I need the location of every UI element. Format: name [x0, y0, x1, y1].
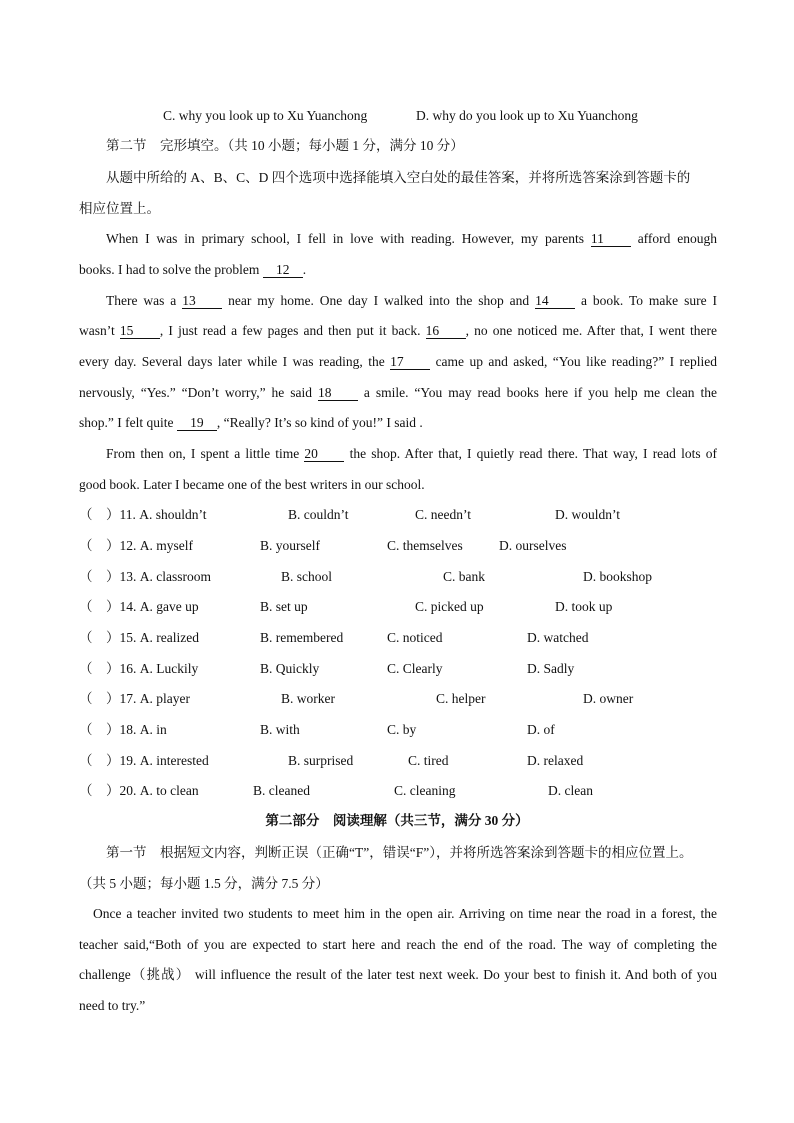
option-c[interactable]: C. picked up: [415, 599, 484, 614]
section-instruction-sub: （共 5 小题；每小题 1.5 分，满分 7.5 分）: [79, 876, 329, 891]
option-c[interactable]: C. cleaning: [394, 783, 456, 798]
option-b[interactable]: B. remembered: [260, 630, 344, 645]
blank-13: 13: [182, 293, 222, 309]
blank-18: 18: [318, 385, 358, 401]
option-b[interactable]: B. worker: [281, 691, 335, 706]
blank-14: 14: [535, 293, 575, 309]
option-d[interactable]: D. Sadly: [527, 661, 575, 676]
blank-19: 19: [177, 415, 217, 431]
reading-line: Once a teacher invited two students to meet him in the open air. Arriving on time near the road in a forest, the: [93, 906, 717, 921]
question-row: [79, 567, 719, 587]
top-option-c: C. why you look up to Xu Yuanchong: [163, 108, 368, 123]
reading-line: teacher said,“Both of you are expected to start here and reach the end of the road. The way of completing the: [79, 937, 717, 952]
option-b[interactable]: B. cleaned: [253, 783, 310, 798]
option-d[interactable]: D. clean: [548, 783, 593, 798]
option-b[interactable]: B. school: [281, 569, 333, 584]
question-row: [79, 781, 719, 801]
passage-line: good book. Later I became one of the best writers in our school.: [79, 477, 425, 492]
passage-line: From then on, I spent a little time 20 the shop. After that, I quietly read there. That way, I read lots of: [106, 446, 717, 461]
option-d[interactable]: D. took up: [555, 599, 613, 614]
question-row: [79, 505, 719, 525]
question-row: [79, 628, 719, 648]
option-c[interactable]: C. needn’t: [415, 507, 471, 522]
option-b[interactable]: B. yourself: [260, 538, 320, 553]
option-a[interactable]: （ ）14. A. gave up: [79, 599, 199, 614]
option-d[interactable]: D. of: [527, 722, 555, 737]
option-a[interactable]: （ ）19. A. interested: [79, 753, 209, 768]
question-row: [79, 689, 719, 709]
blank-16: 16: [426, 323, 466, 339]
option-c[interactable]: C. by: [387, 722, 417, 737]
passage-line: wasn’t 15 , I just read a few pages and then put it back. 16 , no one noticed me. After that, I went there: [79, 323, 718, 338]
option-d[interactable]: D. relaxed: [527, 753, 584, 768]
option-d[interactable]: D. owner: [583, 691, 634, 706]
option-a[interactable]: （ ）17. A. player: [79, 691, 190, 706]
blank-15: 15: [120, 323, 160, 339]
option-c[interactable]: C. bank: [443, 569, 485, 584]
option-c[interactable]: C. helper: [436, 691, 486, 706]
option-b[interactable]: B. surprised: [288, 753, 354, 768]
option-a[interactable]: （ ）18. A. in: [79, 722, 167, 737]
option-c[interactable]: C. tired: [408, 753, 449, 768]
option-a[interactable]: （ ）11. A. shouldn’t: [79, 507, 207, 522]
option-d[interactable]: D. wouldn’t: [555, 507, 621, 522]
question-row: [79, 720, 719, 740]
instruction-line-2: 相应位置上。: [79, 201, 160, 216]
option-a[interactable]: （ ）12. A. myself: [79, 538, 193, 553]
blank-11: 11: [591, 231, 631, 247]
instruction-line-1: 从题中所给的 A、B、C、D 四个选项中选择能填入空白处的最佳答案，并将所选答案涂到答题卡的: [106, 170, 691, 185]
top-option-d: D. why do you look up to Xu Yuanchong: [416, 108, 638, 123]
passage-line: nervously, “Yes.” “Don’t worry,” he said 18 a smile. “You may read books here if you help me clean the: [79, 385, 717, 400]
option-a[interactable]: （ ）13. A. classroom: [79, 569, 211, 584]
option-c[interactable]: C. noticed: [387, 630, 443, 645]
blank-12: 12: [263, 262, 303, 278]
option-d[interactable]: D. watched: [527, 630, 589, 645]
option-d[interactable]: D. ourselves: [499, 538, 567, 553]
option-b[interactable]: B. couldn’t: [288, 507, 349, 522]
question-row: [79, 597, 719, 617]
section-title: 第二节 完形填空。（共 10 小题；每小题 1 分，满分 10 分）: [106, 138, 464, 153]
option-d[interactable]: D. bookshop: [583, 569, 653, 584]
option-b[interactable]: B. set up: [260, 599, 308, 614]
passage-line: shop.” I felt quite 19 , “Really? It’s so kind of you!” I said .: [79, 415, 423, 430]
option-a[interactable]: （ ）15. A. realized: [79, 630, 199, 645]
passage-line: There was a 13 near my home. One day I walked into the shop and 14 a book. To make sure I: [106, 293, 717, 308]
blank-17: 17: [390, 354, 430, 370]
blank-20: 20: [304, 446, 344, 462]
question-row: [79, 751, 719, 771]
option-c[interactable]: C. Clearly: [387, 661, 443, 676]
passage-line: When I was in primary school, I fell in love with reading. However, my parents 11 afford enough: [106, 231, 718, 246]
option-b[interactable]: B. Quickly: [260, 661, 320, 676]
part-title: 第二部分 阅读理解（共三节，满分 30 分）: [265, 813, 529, 828]
question-row: [79, 659, 719, 679]
option-b[interactable]: B. with: [260, 722, 300, 737]
question-row: [79, 536, 719, 556]
option-a[interactable]: （ ）20. A. to clean: [79, 783, 199, 798]
passage-line: books. I had to solve the problem 12 .: [79, 262, 307, 277]
reading-line: challenge（挑战） will influence the result of the later test next week. Do your best to finish it. And both of you: [79, 967, 717, 982]
option-a[interactable]: （ ）16. A. Luckily: [79, 661, 199, 676]
option-c[interactable]: C. themselves: [387, 538, 463, 553]
passage-line: every day. Several days later while I was reading, the 17 came up and asked, “You like reading?” I replied: [79, 354, 718, 369]
reading-line: need to try.”: [79, 998, 146, 1013]
section-instruction: 第一节 根据短文内容，判断正误（正确“T”，错误“F”），并将所选答案涂到答题卡的相应位置上。: [106, 845, 693, 860]
